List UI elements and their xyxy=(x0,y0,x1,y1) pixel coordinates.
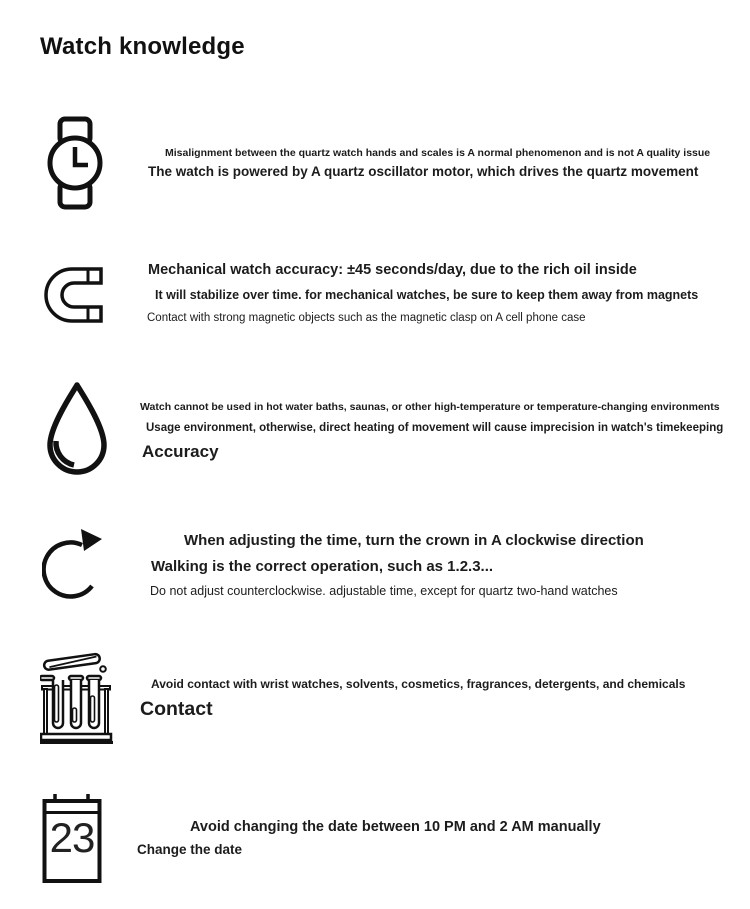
section-magnet-main: Mechanical watch accuracy: ±45 seconds/day, due to the rich oil inside xyxy=(148,262,637,278)
section-magnet-caption: Contact with strong magnetic objects such as the magnetic clasp on A cell phone case xyxy=(147,312,586,324)
section-date-main: Avoid changing the date between 10 PM and 2 AM manually xyxy=(190,819,601,835)
section-date-sub: Change the date xyxy=(137,842,243,857)
page-title: Watch knowledge xyxy=(40,33,245,60)
calendar-day-number: 23 xyxy=(49,814,95,861)
section-quartz-main: The watch is powered by A quartz oscillator motor, which drives the quartz movement xyxy=(148,164,699,179)
calendar-icon xyxy=(42,793,102,884)
clockwise-arrow-icon xyxy=(42,524,104,608)
section-temperature-caption: Watch cannot be used in hot water baths, saunas, or other high-temperature or temperature-changing environments xyxy=(140,401,720,413)
section-magnet-sub: It will stabilize over time. for mechanical watches, be sure to keep them away from magnets xyxy=(155,288,699,302)
magnet-icon xyxy=(42,266,105,323)
section-temperature-heading: Accuracy xyxy=(142,442,219,461)
section-crown-sub: Walking is the correct operation, such as 1.2.3... xyxy=(151,558,494,575)
test-tubes-icon xyxy=(40,648,114,745)
watch-icon xyxy=(47,116,103,210)
water-drop-icon xyxy=(42,381,112,478)
section-temperature-sub: Usage environment, otherwise, direct heating of movement will cause imprecision in watch's timekeeping xyxy=(146,422,724,434)
section-crown-caption: Do not adjust counterclockwise. adjustable time, except for quartz two-hand watches xyxy=(150,584,618,598)
section-crown-main: When adjusting the time, turn the crown in A clockwise direction xyxy=(184,532,644,549)
section-chemicals-caption: Avoid contact with wrist watches, solvents, cosmetics, fragrances, detergents, and chemicals xyxy=(151,677,686,691)
section-quartz-caption: Misalignment between the quartz watch hands and scales is A normal phenomenon and is not A quality issue xyxy=(165,147,711,159)
section-chemicals-heading: Contact xyxy=(140,698,213,720)
